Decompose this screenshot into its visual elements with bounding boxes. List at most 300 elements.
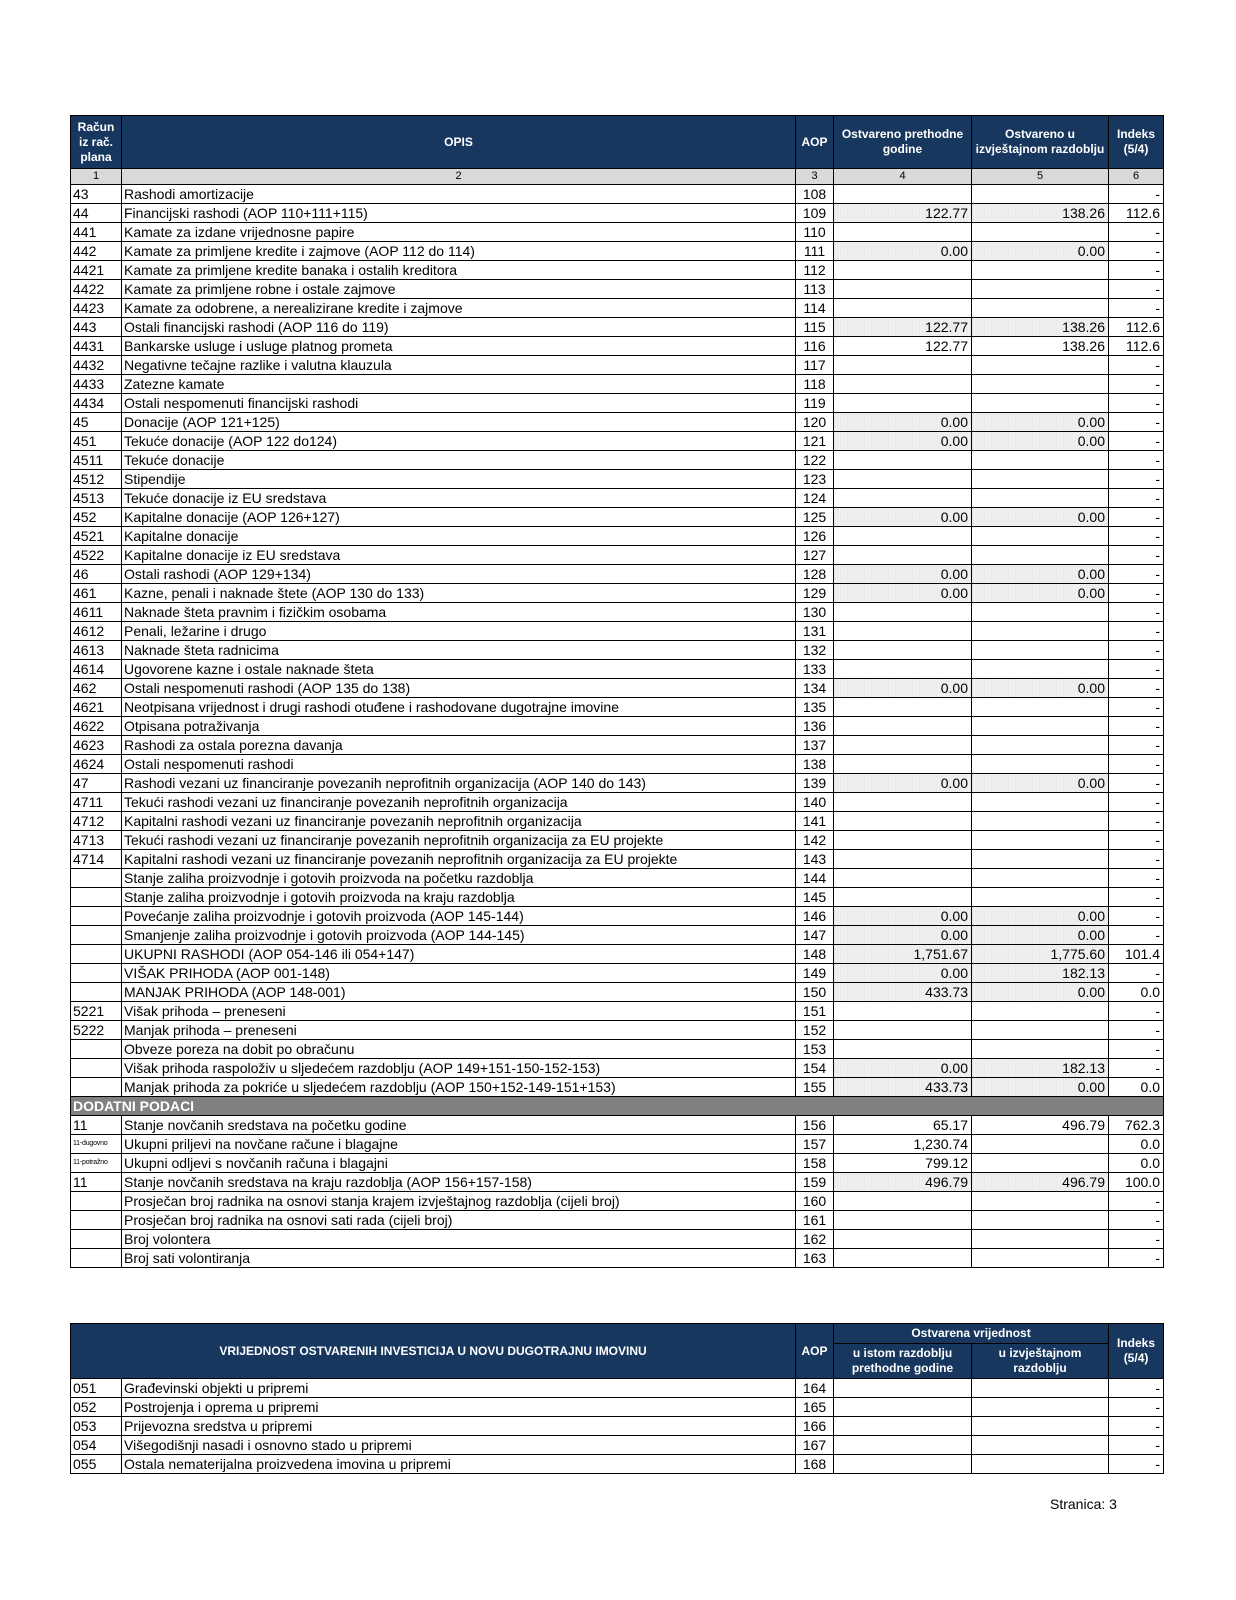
index-value: -	[1109, 907, 1164, 926]
current-period-value	[972, 1002, 1109, 1021]
description: Rashodi vezani uz financiranje povezanih neprofitnih organizacija (AOP 140 do 143)	[122, 774, 796, 793]
description: Kamate za primljene kredite banaka i ostalih kreditora	[122, 261, 796, 280]
aop-number: 120	[796, 413, 834, 432]
previous-year-value	[834, 394, 972, 413]
index-value: -	[1109, 850, 1164, 869]
current-period-value: 138.26	[972, 337, 1109, 356]
previous-year-value: 0.00	[834, 1059, 972, 1078]
current-period-value	[972, 546, 1109, 565]
table-row	[71, 432, 1164, 451]
table-row	[71, 793, 1164, 812]
table-row	[71, 489, 1164, 508]
index-value: -	[1109, 1379, 1164, 1398]
index-value: -	[1109, 223, 1164, 242]
current-period-value	[972, 394, 1109, 413]
description: MANJAK PRIHODA (AOP 148-001)	[122, 983, 796, 1002]
index-value: -	[1109, 527, 1164, 546]
index-value: -	[1109, 375, 1164, 394]
account-code: 4434	[71, 394, 122, 413]
previous-year-value: 122.77	[834, 318, 972, 337]
description: Manjak prihoda za pokriće u sljedećem razdoblju (AOP 150+152-149-151+153)	[122, 1078, 796, 1097]
previous-year-value	[834, 1211, 972, 1230]
account-code	[71, 1040, 122, 1059]
description: Kapitalni rashodi vezani uz financiranje povezanih neprofitnih organizacija	[122, 812, 796, 831]
description: Prosječan broj radnika na osnovi stanja krajem izvještajnog razdoblja (cijeli broj)	[122, 1192, 796, 1211]
previous-year-value	[834, 622, 972, 641]
index-value: 0.0	[1109, 1135, 1164, 1154]
index-value: -	[1109, 565, 1164, 584]
description: Stipendije	[122, 470, 796, 489]
index-value: 762.3	[1109, 1116, 1164, 1135]
aop-number: 142	[796, 831, 834, 850]
current-period-value: 0.00	[972, 242, 1109, 261]
table-row	[71, 755, 1164, 774]
table-row	[71, 508, 1164, 527]
header-previous-year: Ostvareno prethodne godine	[834, 116, 972, 169]
current-period-value	[972, 375, 1109, 394]
description: Tekuće donacije iz EU sredstava	[122, 489, 796, 508]
current-period-value	[972, 603, 1109, 622]
aop-number: 166	[796, 1417, 834, 1436]
description: Tekuće donacije	[122, 451, 796, 470]
previous-year-value	[834, 375, 972, 394]
expense-table	[70, 115, 1164, 1268]
account-code: 4432	[71, 356, 122, 375]
description: Stanje novčanih sredstava na kraju razdoblja (AOP 156+157-158)	[122, 1173, 796, 1192]
current-period-value	[972, 1379, 1109, 1398]
account-code	[71, 1211, 122, 1230]
aop-number: 150	[796, 983, 834, 1002]
aop-number: 108	[796, 185, 834, 204]
account-code: 4423	[71, 299, 122, 318]
column-number: 2	[122, 169, 796, 185]
current-period-value	[972, 280, 1109, 299]
description: Povećanje zaliha proizvodnje i gotovih proizvoda (AOP 145-144)	[122, 907, 796, 926]
previous-year-value	[834, 1379, 972, 1398]
account-code: 4512	[71, 470, 122, 489]
index-value: -	[1109, 432, 1164, 451]
account-code: 052	[71, 1398, 122, 1417]
table-row	[71, 679, 1164, 698]
description: Ugovorene kazne i ostale naknade šteta	[122, 660, 796, 679]
index-value: -	[1109, 1436, 1164, 1455]
aop-number: 115	[796, 318, 834, 337]
description: Ostali rashodi (AOP 129+134)	[122, 565, 796, 584]
table-row	[71, 945, 1164, 964]
index-value: 112.6	[1109, 337, 1164, 356]
aop-number: 155	[796, 1078, 834, 1097]
previous-year-value: 0.00	[834, 413, 972, 432]
current-period-value: 0.00	[972, 679, 1109, 698]
previous-year-value: 433.73	[834, 983, 972, 1002]
account-code: 11	[71, 1116, 122, 1135]
current-period-value	[972, 470, 1109, 489]
description: Broj sati volontiranja	[122, 1249, 796, 1268]
current-period-value	[972, 1436, 1109, 1455]
account-code	[71, 964, 122, 983]
table-row	[71, 1192, 1164, 1211]
previous-year-value: 0.00	[834, 432, 972, 451]
previous-year-value: 0.00	[834, 565, 972, 584]
table-row	[71, 869, 1164, 888]
previous-year-value	[834, 698, 972, 717]
account-code	[71, 1192, 122, 1211]
previous-year-value: 0.00	[834, 907, 972, 926]
description: Stanje novčanih sredstava na početku godine	[122, 1116, 796, 1135]
description: Otpisana potraživanja	[122, 717, 796, 736]
aop-number: 154	[796, 1059, 834, 1078]
description: Naknade šteta pravnim i fizičkim osobama	[122, 603, 796, 622]
aop-number: 141	[796, 812, 834, 831]
table-row	[71, 1002, 1164, 1021]
previous-year-value: 496.79	[834, 1173, 972, 1192]
current-period-value	[972, 1211, 1109, 1230]
account-code	[71, 983, 122, 1002]
previous-year-value	[834, 1249, 972, 1268]
current-period-value: 496.79	[972, 1116, 1109, 1135]
current-period-value	[972, 869, 1109, 888]
description: Kamate za primljene robne i ostale zajmove	[122, 280, 796, 299]
index-value: -	[1109, 774, 1164, 793]
current-period-value: 182.13	[972, 1059, 1109, 1078]
current-period-value: 138.26	[972, 204, 1109, 223]
index-value: 112.6	[1109, 318, 1164, 337]
account-code	[71, 869, 122, 888]
current-period-value: 182.13	[972, 964, 1109, 983]
aop-number: 117	[796, 356, 834, 375]
previous-year-value	[834, 888, 972, 907]
current-period-value	[972, 1230, 1109, 1249]
index-value: -	[1109, 261, 1164, 280]
aop-number: 157	[796, 1135, 834, 1154]
investment-table	[70, 1323, 1164, 1474]
table-row	[71, 907, 1164, 926]
index-value: 112.6	[1109, 204, 1164, 223]
previous-year-value	[834, 755, 972, 774]
current-period-value: 0.00	[972, 983, 1109, 1002]
previous-year-value	[834, 451, 972, 470]
description: Neotpisana vrijednost i drugi rashodi otuđene i rashodovane dugotrajne imovine	[122, 698, 796, 717]
table-row	[71, 261, 1164, 280]
investment-header-previous: u istom razdoblju prethodne godine	[834, 1344, 972, 1379]
aop-number: 113	[796, 280, 834, 299]
account-code: 054	[71, 1436, 122, 1455]
table-row	[71, 470, 1164, 489]
account-code: 4613	[71, 641, 122, 660]
account-code: 4711	[71, 793, 122, 812]
account-code: 462	[71, 679, 122, 698]
current-period-value	[972, 261, 1109, 280]
table-row	[71, 831, 1164, 850]
index-value: -	[1109, 299, 1164, 318]
table-row	[71, 299, 1164, 318]
table-row	[71, 318, 1164, 337]
index-value: -	[1109, 755, 1164, 774]
account-code: 4624	[71, 755, 122, 774]
previous-year-value	[834, 280, 972, 299]
table-row	[71, 983, 1164, 1002]
description: Ostali nespomenuti rashodi (AOP 135 do 138)	[122, 679, 796, 698]
account-code: 11-dugovno	[71, 1135, 122, 1154]
description: Rashodi amortizacije	[122, 185, 796, 204]
column-number: 6	[1109, 169, 1164, 185]
table-row	[71, 1398, 1164, 1417]
index-value: -	[1109, 1059, 1164, 1078]
index-value: -	[1109, 603, 1164, 622]
previous-year-value	[834, 641, 972, 660]
current-period-value	[972, 185, 1109, 204]
aop-number: 121	[796, 432, 834, 451]
aop-number: 156	[796, 1116, 834, 1135]
index-value: -	[1109, 242, 1164, 261]
column-number: 1	[71, 169, 122, 185]
account-code: 053	[71, 1417, 122, 1436]
previous-year-value: 1,230.74	[834, 1135, 972, 1154]
index-value: -	[1109, 1002, 1164, 1021]
description: Ostali nespomenuti financijski rashodi	[122, 394, 796, 413]
previous-year-value: 0.00	[834, 679, 972, 698]
header-aop: AOP	[796, 116, 834, 169]
investment-header-index: Indeks (5/4)	[1109, 1324, 1164, 1379]
account-code: 4521	[71, 527, 122, 546]
previous-year-value	[834, 1192, 972, 1211]
table-row	[71, 1040, 1164, 1059]
index-value: -	[1109, 622, 1164, 641]
index-value: -	[1109, 1211, 1164, 1230]
table-row	[71, 565, 1164, 584]
account-code: 43	[71, 185, 122, 204]
description: Ostali nespomenuti rashodi	[122, 755, 796, 774]
description: Građevinski objekti u pripremi	[122, 1379, 796, 1398]
previous-year-value: 1,751.67	[834, 945, 972, 964]
current-period-value	[972, 451, 1109, 470]
current-period-value	[972, 888, 1109, 907]
previous-year-value	[834, 603, 972, 622]
index-value: -	[1109, 641, 1164, 660]
table-row	[71, 1135, 1164, 1154]
index-value: -	[1109, 964, 1164, 983]
aop-number: 158	[796, 1154, 834, 1173]
aop-number: 116	[796, 337, 834, 356]
aop-number: 123	[796, 470, 834, 489]
description: Tekući rashodi vezani uz financiranje povezanih neprofitnih organizacija	[122, 793, 796, 812]
aop-number: 124	[796, 489, 834, 508]
previous-year-value: 0.00	[834, 242, 972, 261]
table-row	[71, 926, 1164, 945]
previous-year-value	[834, 793, 972, 812]
previous-year-value	[834, 736, 972, 755]
table-row	[71, 223, 1164, 242]
account-code	[71, 1078, 122, 1097]
aop-number: 127	[796, 546, 834, 565]
previous-year-value	[834, 1417, 972, 1436]
aop-number: 131	[796, 622, 834, 641]
table-row	[71, 1154, 1164, 1173]
account-code: 452	[71, 508, 122, 527]
previous-year-value	[834, 261, 972, 280]
previous-year-value: 0.00	[834, 964, 972, 983]
aop-number: 151	[796, 1002, 834, 1021]
investment-table-body	[71, 1379, 1164, 1474]
account-code: 4712	[71, 812, 122, 831]
current-period-value: 0.00	[972, 584, 1109, 603]
aop-number: 110	[796, 223, 834, 242]
index-value: -	[1109, 717, 1164, 736]
previous-year-value	[834, 1040, 972, 1059]
aop-number: 135	[796, 698, 834, 717]
description: Stanje zaliha proizvodnje i gotovih proizvoda na kraju razdoblja	[122, 888, 796, 907]
description: Kamate za odobrene, a nerealizirane kredite i zajmove	[122, 299, 796, 318]
account-code: 44	[71, 204, 122, 223]
account-code: 11	[71, 1173, 122, 1192]
aop-number: 122	[796, 451, 834, 470]
table-row	[71, 1249, 1164, 1268]
table-row	[71, 641, 1164, 660]
additional-data-body	[71, 1116, 1164, 1268]
table-row	[71, 1211, 1164, 1230]
previous-year-value	[834, 356, 972, 375]
table-row	[71, 1116, 1164, 1135]
account-code	[71, 926, 122, 945]
account-code: 4611	[71, 603, 122, 622]
current-period-value	[972, 755, 1109, 774]
investment-header-aop: AOP	[796, 1324, 834, 1379]
description: Negativne tečajne razlike i valutna klauzula	[122, 356, 796, 375]
index-value: 0.0	[1109, 1078, 1164, 1097]
account-code	[71, 907, 122, 926]
current-period-value: 138.26	[972, 318, 1109, 337]
table-row	[71, 527, 1164, 546]
table-row	[71, 546, 1164, 565]
current-period-value	[972, 1398, 1109, 1417]
index-value: 100.0	[1109, 1173, 1164, 1192]
aop-number: 134	[796, 679, 834, 698]
aop-number: 160	[796, 1192, 834, 1211]
current-period-value	[972, 717, 1109, 736]
previous-year-value	[834, 470, 972, 489]
table-row	[71, 204, 1164, 223]
account-code: 4513	[71, 489, 122, 508]
description: Ostala nematerijalna proizvedena imovina u pripremi	[122, 1455, 796, 1474]
previous-year-value	[834, 1398, 972, 1417]
table-row	[71, 1230, 1164, 1249]
description: Ostali financijski rashodi (AOP 116 do 119)	[122, 318, 796, 337]
current-period-value	[972, 641, 1109, 660]
index-value: -	[1109, 470, 1164, 489]
current-period-value	[972, 850, 1109, 869]
account-code: 441	[71, 223, 122, 242]
index-value: 0.0	[1109, 983, 1164, 1002]
account-code: 4511	[71, 451, 122, 470]
previous-year-value	[834, 660, 972, 679]
aop-number: 149	[796, 964, 834, 983]
aop-number: 159	[796, 1173, 834, 1192]
index-value: -	[1109, 1417, 1164, 1436]
previous-year-value	[834, 223, 972, 242]
account-code: 4421	[71, 261, 122, 280]
account-code: 5222	[71, 1021, 122, 1040]
current-period-value: 0.00	[972, 1078, 1109, 1097]
account-code: 461	[71, 584, 122, 603]
table-row	[71, 660, 1164, 679]
index-value: -	[1109, 698, 1164, 717]
table-row	[71, 736, 1164, 755]
aop-number: 145	[796, 888, 834, 907]
account-code: 4713	[71, 831, 122, 850]
account-code: 4433	[71, 375, 122, 394]
description: Kazne, penali i naknade štete (AOP 130 do 133)	[122, 584, 796, 603]
aop-number: 126	[796, 527, 834, 546]
index-value: -	[1109, 1192, 1164, 1211]
aop-number: 128	[796, 565, 834, 584]
account-code	[71, 1059, 122, 1078]
account-code: 4422	[71, 280, 122, 299]
table-row	[71, 603, 1164, 622]
description: Penali, ležarine i drugo	[122, 622, 796, 641]
description: Kamate za izdane vrijednosne papire	[122, 223, 796, 242]
index-value: -	[1109, 546, 1164, 565]
index-value: -	[1109, 1230, 1164, 1249]
description: Rashodi za ostala porezna davanja	[122, 736, 796, 755]
aop-number: 119	[796, 394, 834, 413]
current-period-value	[972, 356, 1109, 375]
aop-number: 148	[796, 945, 834, 964]
description: Financijski rashodi (AOP 110+111+115)	[122, 204, 796, 223]
current-period-value	[972, 660, 1109, 679]
aop-number: 130	[796, 603, 834, 622]
account-code	[71, 888, 122, 907]
previous-year-value: 433.73	[834, 1078, 972, 1097]
index-value: -	[1109, 584, 1164, 603]
current-period-value	[972, 1192, 1109, 1211]
index-value: -	[1109, 185, 1164, 204]
index-value: -	[1109, 926, 1164, 945]
description: Naknade šteta radnicima	[122, 641, 796, 660]
description: Broj volontera	[122, 1230, 796, 1249]
account-code: 4623	[71, 736, 122, 755]
aop-number: 147	[796, 926, 834, 945]
current-period-value	[972, 793, 1109, 812]
current-period-value: 0.00	[972, 432, 1109, 451]
aop-number: 118	[796, 375, 834, 394]
current-period-value: 1,775.60	[972, 945, 1109, 964]
aop-number: 143	[796, 850, 834, 869]
aop-number: 163	[796, 1249, 834, 1268]
description: Kapitalne donacije	[122, 527, 796, 546]
index-value: -	[1109, 660, 1164, 679]
previous-year-value	[834, 1021, 972, 1040]
table-row	[71, 698, 1164, 717]
aop-number: 138	[796, 755, 834, 774]
previous-year-value	[834, 299, 972, 318]
index-value: 101.4	[1109, 945, 1164, 964]
account-code: 5221	[71, 1002, 122, 1021]
current-period-value: 0.00	[972, 774, 1109, 793]
table-row	[71, 451, 1164, 470]
account-code: 4522	[71, 546, 122, 565]
header-description: OPIS	[122, 116, 796, 169]
table-row	[71, 1455, 1164, 1474]
previous-year-value	[834, 831, 972, 850]
table-row	[71, 242, 1164, 261]
account-code: 4621	[71, 698, 122, 717]
account-code: 055	[71, 1455, 122, 1474]
previous-year-value	[834, 717, 972, 736]
table-row	[71, 185, 1164, 204]
index-value: -	[1109, 489, 1164, 508]
table-row	[71, 356, 1164, 375]
current-period-value	[972, 812, 1109, 831]
